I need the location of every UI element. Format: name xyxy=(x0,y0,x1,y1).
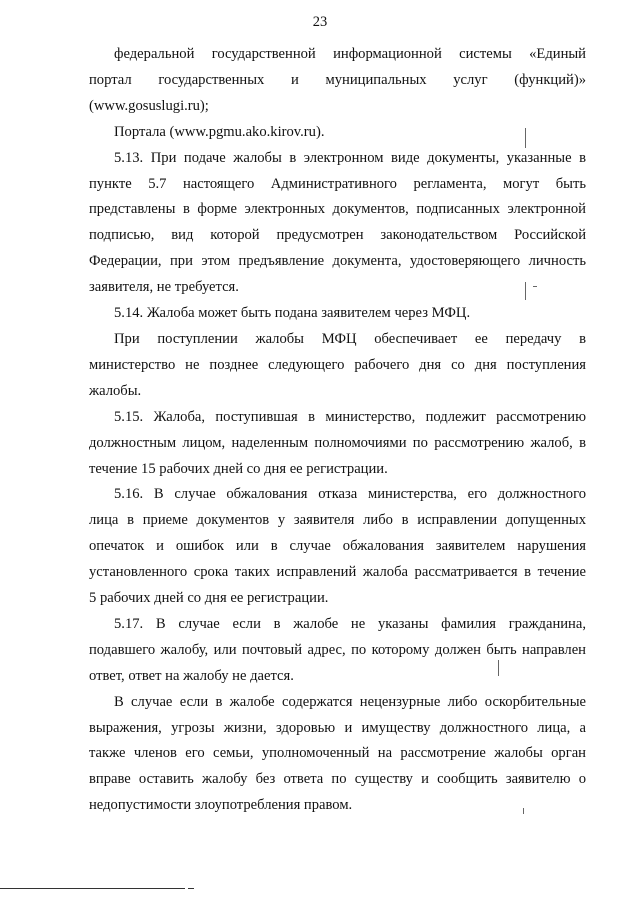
scan-artifact xyxy=(533,286,537,287)
document-body xyxy=(89,42,586,819)
text-line: пункте 5.7 настоящего Административного регламента, могут быть xyxy=(89,175,586,192)
footer-rule-tail xyxy=(188,888,194,889)
text-line: подавшего жалобу, или почтовый адрес, по которому должен быть направлен xyxy=(89,641,586,658)
text-line: 5.13. При подаче жалобы в электронном виде документы, указанные в xyxy=(114,149,586,166)
text-line: 5.15. Жалоба, поступившая в министерство, подлежит рассмотрению xyxy=(114,408,586,425)
scan-artifact xyxy=(525,282,526,300)
scan-artifact xyxy=(525,128,526,148)
paragraph-p-portal xyxy=(89,120,586,146)
paragraph-p-515 xyxy=(89,405,586,483)
text-line: В случае если в жалобе содержатся нецензурные либо оскорбительные xyxy=(114,693,586,710)
text-line: 5 рабочих дней со дня ее регистрации. xyxy=(89,590,329,607)
text-line: должностным лицом, наделенным полномочиями по рассмотрению жалоб, в xyxy=(89,434,586,451)
text-line: федеральной государственной информационной системы «Единый xyxy=(114,46,586,62)
text-line: выражения, угрозы жизни, здоровью и имуществу должностного лица, а xyxy=(89,719,586,736)
text-line: Портала (www.pgmu.ako.kirov.ru). xyxy=(114,123,325,140)
text-line: жалобы. xyxy=(89,382,142,399)
text-line: вправе оставить жалобу без ответа по существу и сообщить заявителю о xyxy=(89,771,586,788)
paragraph-p-517b xyxy=(89,690,586,820)
footer-rule xyxy=(0,888,185,889)
paragraph-p-514 xyxy=(89,301,586,327)
text-line: подписью, вид которой предусмотрен законодательством Российской xyxy=(89,227,586,244)
text-line: установленного срока таких исправлений жалоба рассматривается в течение xyxy=(89,564,586,581)
text-line: портал государственных и муниципальных услуг (функций)» xyxy=(89,71,586,88)
text-line: недопустимости злоупотребления правом. xyxy=(89,797,353,814)
text-line: представлены в форме электронных документов, подписанных электронной xyxy=(89,201,586,218)
text-line: 5.14. Жалоба может быть подана заявителем через МФЦ. xyxy=(114,305,471,322)
text-line: лица в приеме документов у заявителя либо в исправлении допущенных xyxy=(89,512,586,529)
paragraph-p-cont xyxy=(89,42,586,120)
scan-artifact xyxy=(498,660,499,676)
paragraph-p-517 xyxy=(89,612,586,690)
paragraph-p-513 xyxy=(89,146,586,301)
page-number: 23 xyxy=(312,14,328,30)
text-line: При поступлении жалобы МФЦ обеспечивает ее передачу в xyxy=(114,330,586,347)
text-line: министерство не позднее следующего рабочего дня со дня поступления xyxy=(89,356,586,373)
scan-artifact xyxy=(523,808,524,814)
text-line: ответ, ответ на жалобу не дается. xyxy=(89,667,294,684)
text-line: (www.gosuslugi.ru); xyxy=(89,97,209,114)
text-line: также членов его семьи, уполномоченный на рассмотрение жалобы орган xyxy=(89,745,586,762)
paragraph-p-516 xyxy=(89,482,586,612)
text-line: течение 15 рабочих дней со дня ее регистрации. xyxy=(89,460,388,477)
text-line: 5.17. В случае если в жалобе не указаны фамилия гражданина, xyxy=(114,615,586,632)
text-line: опечаток и ошибок или в случае обжалования заявителем нарушения xyxy=(89,538,586,555)
text-line: 5.16. В случае обжалования отказа министерства, его должностного xyxy=(114,486,586,503)
paragraph-p-514b xyxy=(89,327,586,405)
text-line: заявителя, не требуется. xyxy=(89,279,239,296)
text-line: Федерации, при этом предъявление документа, удостоверяющего личность xyxy=(89,253,586,270)
